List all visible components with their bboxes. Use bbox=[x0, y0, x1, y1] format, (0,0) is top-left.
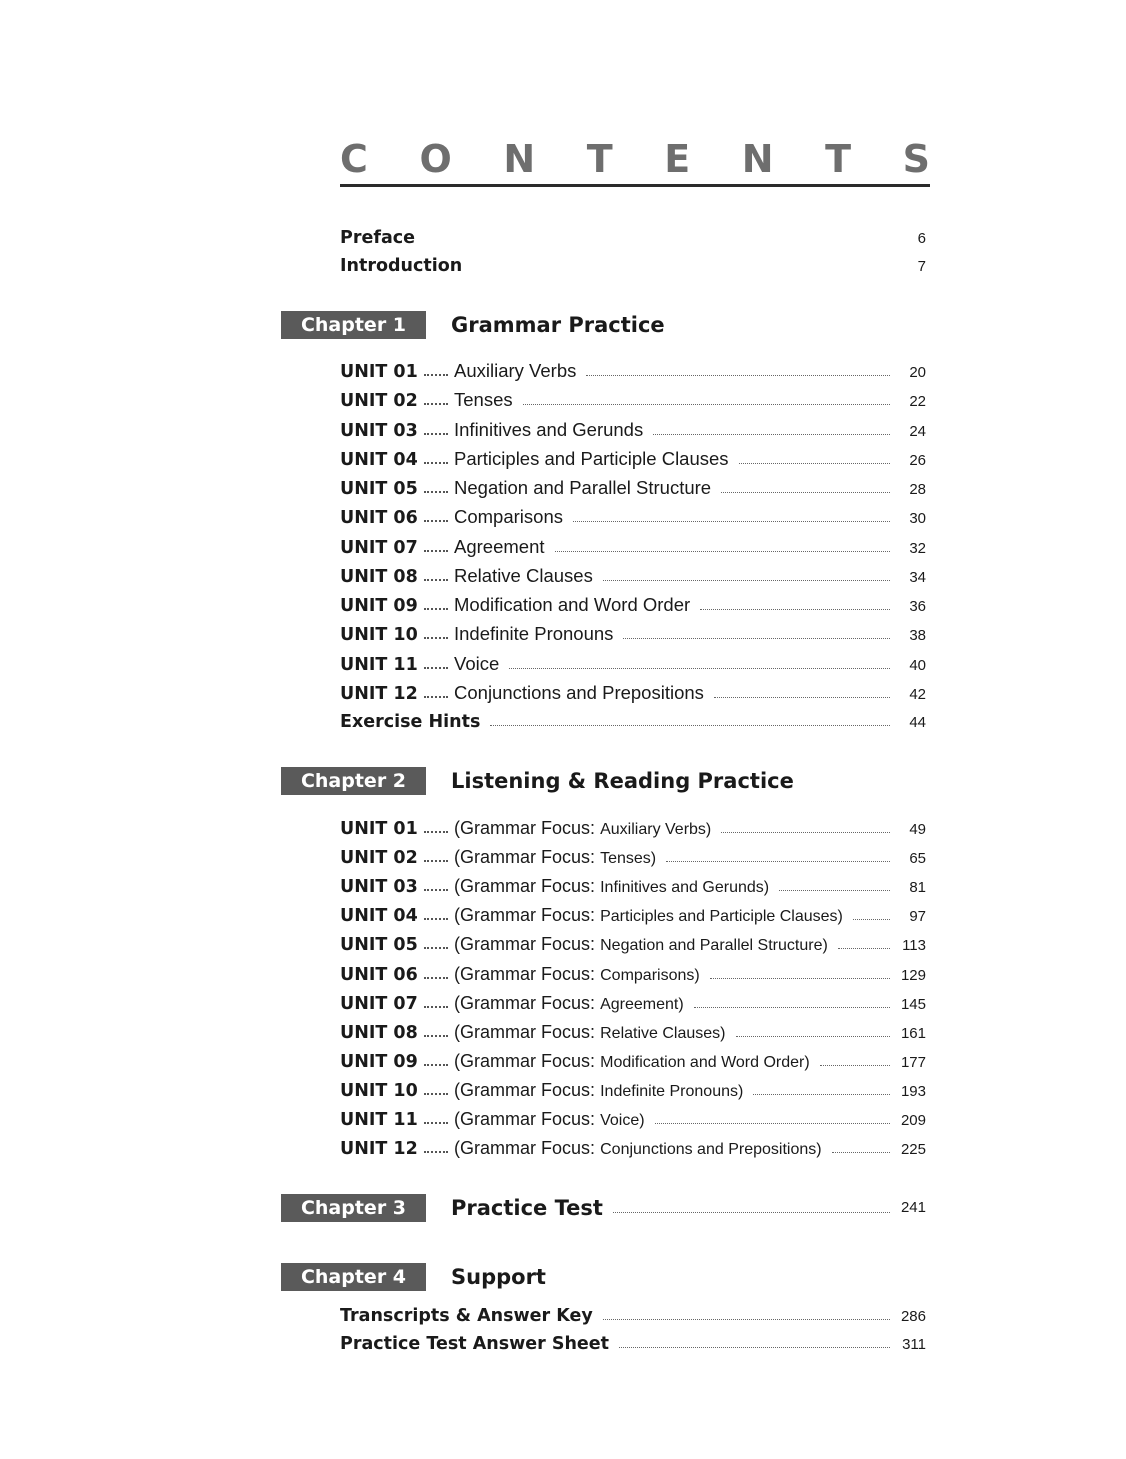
dot-leader bbox=[586, 375, 890, 376]
page-number: 65 bbox=[909, 850, 926, 868]
dot-separator bbox=[424, 374, 448, 376]
dot-separator bbox=[424, 550, 448, 552]
unit-number: UNIT 10 bbox=[340, 625, 418, 646]
dot-separator bbox=[424, 918, 448, 920]
dot-leader bbox=[603, 1319, 890, 1320]
unit-number: UNIT 05 bbox=[340, 935, 418, 956]
contents-title bbox=[340, 138, 930, 180]
dot-leader bbox=[700, 609, 890, 610]
page-number: 26 bbox=[909, 451, 926, 469]
page-number: 161 bbox=[900, 1024, 926, 1042]
toc-entry-unit[interactable] bbox=[340, 813, 926, 839]
grammar-focus-prefix: (Grammar Focus: bbox=[454, 818, 596, 838]
dot-leader bbox=[555, 551, 891, 552]
toc-entry-unit[interactable] bbox=[340, 356, 926, 382]
dot-leader bbox=[613, 1212, 890, 1213]
page-number: 42 bbox=[909, 685, 926, 703]
entry-label: Practice Test Answer Sheet bbox=[340, 1334, 610, 1354]
grammar-focus-prefix: (Grammar Focus: bbox=[454, 963, 596, 984]
unit-number: UNIT 01 bbox=[340, 362, 418, 382]
grammar-focus-topic: Conjunctions and Prepositions) bbox=[600, 1141, 822, 1159]
dot-separator bbox=[424, 860, 448, 862]
dot-separator bbox=[424, 667, 448, 669]
page-number: 209 bbox=[900, 1112, 926, 1129]
unit-number: UNIT 03 bbox=[340, 420, 418, 441]
dot-separator bbox=[424, 403, 448, 405]
dot-separator bbox=[424, 637, 448, 639]
page-number: 129 bbox=[900, 966, 926, 984]
grammar-focus-prefix: (Grammar Focus: bbox=[454, 1050, 596, 1071]
dot-separator bbox=[424, 1151, 448, 1153]
unit-number: UNIT 06 bbox=[340, 508, 418, 529]
toc-entry-unit[interactable] bbox=[340, 1104, 926, 1130]
dot-separator bbox=[424, 433, 448, 435]
toc-entry-transcripts[interactable] bbox=[340, 1300, 926, 1326]
dot-leader bbox=[853, 919, 890, 920]
toc-entry-unit[interactable] bbox=[340, 842, 926, 868]
title-letter: O bbox=[419, 137, 452, 181]
page-number: 28 bbox=[909, 481, 926, 498]
chapter-2-title: Listening & Reading Practice bbox=[451, 769, 794, 793]
page-number: 177 bbox=[900, 1053, 926, 1071]
unit-number: UNIT 12 bbox=[340, 683, 418, 704]
unit-number: UNIT 03 bbox=[340, 877, 418, 898]
page-number: 20 bbox=[909, 364, 926, 381]
dot-leader bbox=[655, 1123, 890, 1124]
unit-title: Auxiliary Verbs bbox=[454, 360, 577, 381]
page-number: 34 bbox=[909, 568, 926, 586]
unit-number: UNIT 06 bbox=[340, 964, 418, 985]
unit-title: Negation and Parallel Structure bbox=[454, 477, 712, 498]
unit-number: UNIT 08 bbox=[340, 1022, 418, 1043]
toc-entry-unit[interactable] bbox=[340, 473, 926, 499]
toc-entry-unit[interactable] bbox=[340, 619, 926, 645]
unit-title: Voice bbox=[454, 652, 500, 674]
page-number: 40 bbox=[909, 656, 926, 674]
toc-entry-answer-sheet[interactable] bbox=[340, 1328, 926, 1354]
dot-separator bbox=[424, 947, 448, 949]
page-number: 113 bbox=[902, 937, 926, 955]
dot-leader bbox=[714, 697, 890, 698]
title-letter: C bbox=[340, 137, 368, 181]
dot-leader bbox=[779, 890, 890, 891]
toc-entry-unit[interactable] bbox=[340, 385, 926, 411]
toc-entry-unit[interactable] bbox=[340, 929, 926, 955]
dot-leader bbox=[820, 1065, 890, 1066]
page-number: 38 bbox=[909, 627, 926, 645]
page-number: 24 bbox=[909, 422, 926, 440]
page-number: 97 bbox=[909, 908, 926, 926]
grammar-focus-topic: Indefinite Pronouns) bbox=[600, 1082, 744, 1100]
page-number: 311 bbox=[902, 1336, 926, 1353]
toc-entry-unit[interactable] bbox=[340, 1017, 926, 1043]
page-number: 32 bbox=[909, 539, 926, 557]
dot-leader bbox=[753, 1094, 890, 1095]
unit-title: Agreement bbox=[454, 535, 545, 557]
dot-separator bbox=[424, 491, 448, 493]
dot-leader bbox=[523, 404, 890, 405]
dot-leader bbox=[832, 1152, 890, 1153]
dot-leader bbox=[736, 1036, 891, 1037]
toc-entry-unit[interactable] bbox=[340, 532, 926, 558]
chapter-3-badge: Chapter 3 bbox=[281, 1194, 426, 1222]
dot-leader bbox=[739, 463, 890, 464]
page-number: 81 bbox=[909, 879, 926, 897]
chapter-1-title: Grammar Practice bbox=[451, 313, 665, 337]
dot-leader bbox=[573, 521, 890, 522]
grammar-focus-prefix: (Grammar Focus: bbox=[454, 1109, 596, 1129]
dot-leader bbox=[838, 948, 890, 949]
grammar-focus-prefix: (Grammar Focus: bbox=[454, 876, 596, 897]
unit-title: Infinitives and Gerunds bbox=[454, 418, 644, 440]
toc-entry-unit[interactable] bbox=[340, 1075, 926, 1101]
toc-entry-unit[interactable] bbox=[340, 1046, 926, 1072]
grammar-focus-topic: Voice) bbox=[600, 1112, 645, 1129]
dot-leader bbox=[653, 434, 890, 435]
unit-title: Modification and Word Order bbox=[454, 594, 691, 615]
dot-leader bbox=[603, 580, 890, 581]
title-underline bbox=[340, 184, 930, 187]
page-number: 286 bbox=[900, 1308, 926, 1325]
page-number: 241 bbox=[900, 1199, 926, 1216]
title-letter: S bbox=[902, 137, 930, 181]
dot-leader bbox=[623, 638, 890, 639]
grammar-focus-topic: Negation and Parallel Structure) bbox=[600, 937, 828, 955]
grammar-focus-prefix: (Grammar Focus: bbox=[454, 1021, 596, 1042]
page-number: 30 bbox=[909, 510, 926, 528]
unit-number: UNIT 02 bbox=[340, 848, 418, 869]
entry-label: Exercise Hints bbox=[340, 712, 481, 732]
page-number: 36 bbox=[909, 598, 926, 615]
unit-title: Participles and Participle Clauses bbox=[454, 447, 729, 469]
dot-leader bbox=[619, 1347, 890, 1348]
chapter-4-title: Support bbox=[451, 1265, 546, 1289]
page-number: 44 bbox=[909, 714, 926, 731]
unit-number: UNIT 11 bbox=[340, 654, 418, 675]
grammar-focus-topic: Infinitives and Gerunds) bbox=[600, 879, 770, 897]
dot-separator bbox=[424, 520, 448, 522]
unit-title: Relative Clauses bbox=[454, 564, 593, 586]
dot-separator bbox=[424, 696, 448, 698]
page-number: 145 bbox=[900, 995, 926, 1013]
dot-separator bbox=[424, 977, 448, 979]
chapter-1-badge: Chapter 1 bbox=[281, 311, 426, 339]
grammar-focus-prefix: (Grammar Focus: bbox=[454, 847, 596, 868]
dot-separator bbox=[424, 462, 448, 464]
dot-separator bbox=[424, 608, 448, 610]
grammar-focus-topic: Auxiliary Verbs) bbox=[600, 821, 712, 838]
toc-entry-unit[interactable] bbox=[340, 415, 926, 441]
dot-leader bbox=[721, 832, 890, 833]
dot-separator bbox=[424, 831, 448, 833]
title-letter: T bbox=[586, 137, 613, 181]
grammar-focus-prefix: (Grammar Focus: bbox=[454, 934, 596, 955]
toc-entry-unit[interactable] bbox=[340, 590, 926, 616]
unit-number: UNIT 01 bbox=[340, 819, 418, 839]
dot-leader bbox=[694, 1007, 890, 1008]
dot-separator bbox=[424, 889, 448, 891]
grammar-focus-prefix: (Grammar Focus: bbox=[454, 905, 596, 926]
dot-separator bbox=[424, 1093, 448, 1095]
unit-title: Indefinite Pronouns bbox=[454, 623, 614, 645]
unit-title: Comparisons bbox=[454, 506, 563, 528]
title-letter: T bbox=[825, 137, 852, 181]
page-number: 193 bbox=[900, 1082, 926, 1100]
dot-leader bbox=[490, 725, 890, 726]
chapter-4-badge: Chapter 4 bbox=[281, 1263, 426, 1291]
grammar-focus-topic: Comparisons) bbox=[600, 966, 700, 984]
grammar-focus-topic: Participles and Participle Clauses) bbox=[600, 908, 843, 926]
toc-entry-preface[interactable] bbox=[340, 222, 926, 248]
unit-number: UNIT 08 bbox=[340, 566, 418, 587]
unit-number: UNIT 02 bbox=[340, 391, 418, 412]
toc-entry-unit[interactable] bbox=[340, 561, 926, 587]
toc-entry-unit[interactable] bbox=[340, 900, 926, 926]
dot-leader bbox=[710, 978, 890, 979]
grammar-focus-topic: Tenses) bbox=[600, 850, 657, 868]
grammar-focus-prefix: (Grammar Focus: bbox=[454, 1138, 596, 1159]
toc-entry-unit[interactable] bbox=[340, 649, 926, 675]
unit-number: UNIT 05 bbox=[340, 479, 418, 499]
unit-number: UNIT 07 bbox=[340, 537, 418, 558]
toc-entry-introduction[interactable] bbox=[340, 250, 926, 276]
toc-entry-exercise-hints[interactable] bbox=[340, 706, 926, 732]
page-number: 49 bbox=[909, 821, 926, 838]
toc-entry-unit[interactable] bbox=[340, 678, 926, 704]
unit-number: UNIT 11 bbox=[340, 1110, 418, 1130]
dot-separator bbox=[424, 1064, 448, 1066]
chapter-3-title: Practice Test bbox=[451, 1196, 603, 1220]
toc-entry-unit[interactable] bbox=[340, 988, 926, 1014]
dot-leader bbox=[721, 492, 890, 493]
entry-label: Introduction bbox=[340, 256, 463, 276]
toc-entry-unit[interactable] bbox=[340, 502, 926, 528]
title-letter: N bbox=[741, 137, 774, 181]
unit-number: UNIT 12 bbox=[340, 1139, 418, 1160]
page-number: 22 bbox=[909, 393, 926, 411]
grammar-focus-prefix: (Grammar Focus: bbox=[454, 1079, 596, 1100]
toc-entry-unit[interactable] bbox=[340, 871, 926, 897]
grammar-focus-topic: Modification and Word Order) bbox=[600, 1053, 810, 1071]
toc-entry-unit[interactable] bbox=[340, 444, 926, 470]
dot-leader bbox=[509, 668, 890, 669]
dot-leader bbox=[666, 861, 890, 862]
page-number: 225 bbox=[900, 1141, 926, 1159]
toc-entry-unit[interactable] bbox=[340, 959, 926, 985]
grammar-focus-topic: Agreement) bbox=[600, 995, 684, 1013]
unit-number: UNIT 09 bbox=[340, 596, 418, 616]
unit-title: Conjunctions and Prepositions bbox=[454, 681, 704, 703]
page-number: 7 bbox=[917, 258, 926, 275]
unit-number: UNIT 10 bbox=[340, 1080, 418, 1101]
dot-separator bbox=[424, 579, 448, 581]
grammar-focus-prefix: (Grammar Focus: bbox=[454, 992, 596, 1013]
grammar-focus-topic: Relative Clauses) bbox=[600, 1024, 726, 1042]
unit-number: UNIT 09 bbox=[340, 1051, 418, 1072]
toc-entry-practice-test[interactable] bbox=[451, 1194, 926, 1222]
unit-number: UNIT 07 bbox=[340, 993, 418, 1014]
toc-entry-unit[interactable] bbox=[340, 1133, 926, 1159]
dot-separator bbox=[424, 1122, 448, 1124]
unit-number: UNIT 04 bbox=[340, 906, 418, 927]
entry-label: Preface bbox=[340, 228, 415, 248]
entry-label: Transcripts & Answer Key bbox=[340, 1306, 593, 1326]
chapter-2-badge: Chapter 2 bbox=[281, 767, 426, 795]
title-letter: E bbox=[664, 137, 691, 181]
dot-separator bbox=[424, 1035, 448, 1037]
page-number: 6 bbox=[917, 230, 926, 247]
title-letter: N bbox=[503, 137, 536, 181]
unit-title: Tenses bbox=[454, 389, 513, 411]
dot-separator bbox=[424, 1006, 448, 1008]
unit-number: UNIT 04 bbox=[340, 449, 418, 470]
